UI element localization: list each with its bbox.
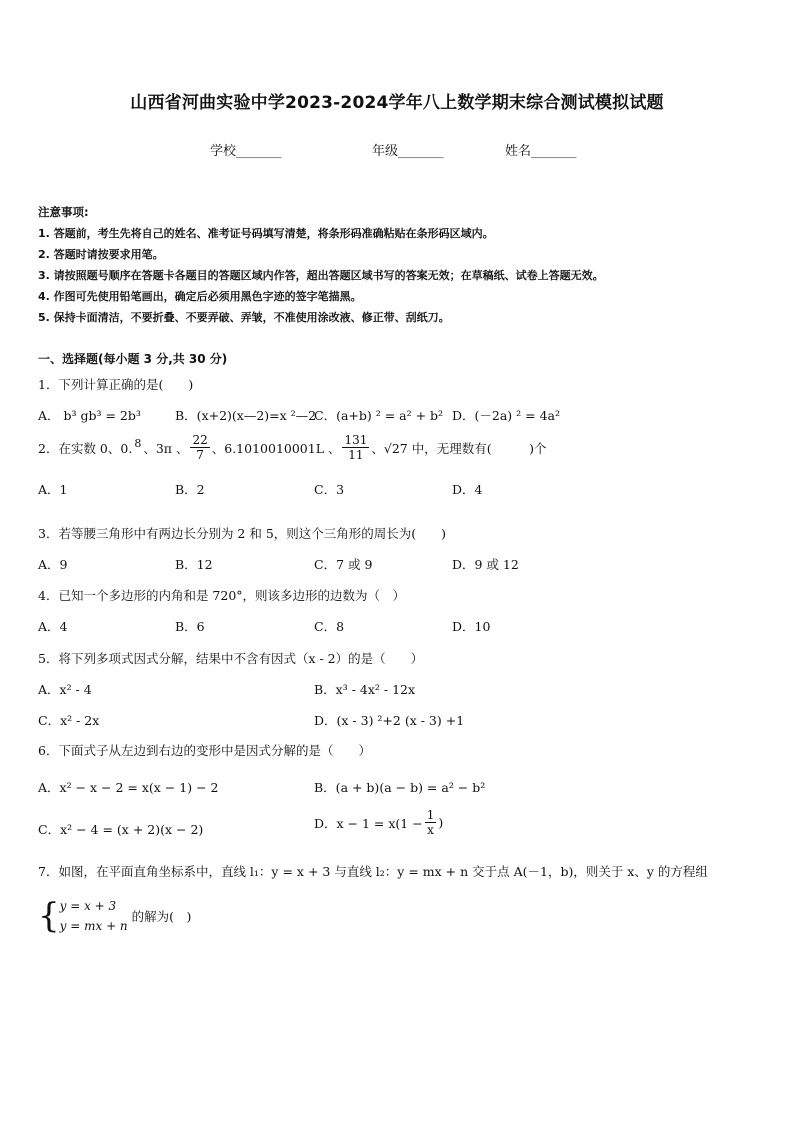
q2-mid: 、3π 、 [143,440,189,456]
question-7-stem: 7．如图，在平面直角坐标系中，直线 l₁：y = x + 3 与直线 l₂：y = mx + n 交于点 A(－1，b)，则关于 x、y 的方程组 [38,864,708,879]
q3-option-c: C．7 或 9 [314,557,373,572]
q4-option-a: A．4 [38,619,68,634]
question-5-stem: 5．将下列多项式因式分解，结果中不含有因式（x - 2）的是（ ） [38,651,424,666]
q6-option-c: C．x² − 4 = (x + 2)(x − 2) [38,822,204,837]
note-item: 5. 保持卡面清洁，不要折叠、不要弄破、弄皱，不准使用涂改液、修正带、刮纸刀。 [38,311,450,324]
q4-option-b: B．6 [175,619,205,634]
q6-option-d [314,808,443,837]
q6-option-b: B．(a + b)(a − b) = a² − b² [314,780,486,795]
q3-option-b: B．12 [175,557,213,572]
fraction-numerator: 22 [192,433,208,447]
section-heading: 一、选择题(每小题 3 分,共 30 分) [38,352,228,366]
equation-2: y = mx + n [59,919,128,933]
q7-equation-system [38,896,191,936]
page-title: 山西省河曲实验中学2023-2024学年八上数学期末综合测试模拟试题 [130,93,664,113]
q2-option-b: B．2 [175,482,205,497]
q2-mid3: 、√27 中，无理数有( )个 [371,440,547,456]
q6-d-prefix: D．x − 1 = x(1 − [314,815,423,831]
equation-1: y = x + 3 [59,899,117,913]
q3-option-d: D．9 或 12 [452,557,519,572]
q4-option-c: C．8 [314,619,345,634]
fraction-numerator: 1 [426,808,435,822]
fraction-denominator: 11 [348,448,364,462]
question-2-stem [38,433,547,462]
question-3-stem: 3．若等腰三角形中有两边长分别为 2 和 5，则这个三角形的周长为( ) [38,526,447,541]
q5-option-c: C．x² - 2x [38,713,100,728]
fraction-denominator: x [427,823,434,837]
q5-option-a: A．x² - 4 [38,682,92,697]
q6-d-suffix: ) [438,815,444,830]
q2-option-a: A．1 [38,482,68,497]
name-field: 姓名_______ [505,144,577,159]
note-item: 4. 作图可先使用铅笔画出，确定后必须用黑色字迹的签字笔描黑。 [38,290,362,303]
grade-field: 年级_______ [372,144,444,159]
question-4-stem: 4．已知一个多边形的内角和是 720°，则该多边形的边数为（ ） [38,588,406,603]
q1-option-b: B．(x+2)(x—2)=x ²—2 [175,408,317,423]
left-brace: { [38,896,60,936]
note-item: 1. 答题前，考生先将自己的姓名、准考证号码填写清楚，将条形码准确粘贴在条形码区域内。 [38,227,494,240]
note-item: 2. 答题时请按要求用笔。 [38,248,164,261]
q1-option-a: A． b³ gb³ = 2b³ [38,408,141,423]
q6-d-fraction [425,808,437,837]
q2-fraction-22-7 [190,433,209,462]
q6-option-a: A．x² − x − 2 = x(x − 1) − 2 [38,780,219,795]
note-item: 3. 请按照题号顺序在答题卡各题目的答题区域内作答，超出答题区域书写的答案无效；在草稿纸、试卷上答题无效。 [38,269,604,282]
q1-option-c: C．(a+b) ² = a² + b² [314,408,444,423]
equation-lines [60,896,128,936]
fraction-numerator: 131 [344,433,368,447]
q2-fraction-131-11 [342,433,369,462]
q2-prefix: 2．在实数 0、0. [38,440,133,456]
question-6-stem: 6．下面式子从左边到右边的变形中是因式分解的是（ ） [38,743,371,758]
q1-option-d: D．(－2a) ² = 4a² [452,408,561,423]
q2-option-d: D．4 [452,482,483,497]
school-field: 学校_______ [210,144,282,159]
q2-option-c: C．3 [314,482,345,497]
question-1-stem: 1．下列计算正确的是( ) [38,377,194,392]
q7-tail: 的解为( ) [131,909,192,924]
q2-repeating-digit: 8 [134,437,142,450]
q4-option-d: D．10 [452,619,491,634]
q5-option-d: D．(x - 3) ²+2 (x - 3) +1 [314,713,465,728]
q2-mid2: 、6.1010010001L 、 [211,440,341,456]
q3-option-a: A．9 [38,557,68,572]
fraction-denominator: 7 [196,448,204,462]
notes-heading: 注意事项: [38,205,89,219]
q5-option-b: B．x³ - 4x² - 12x [314,682,416,697]
